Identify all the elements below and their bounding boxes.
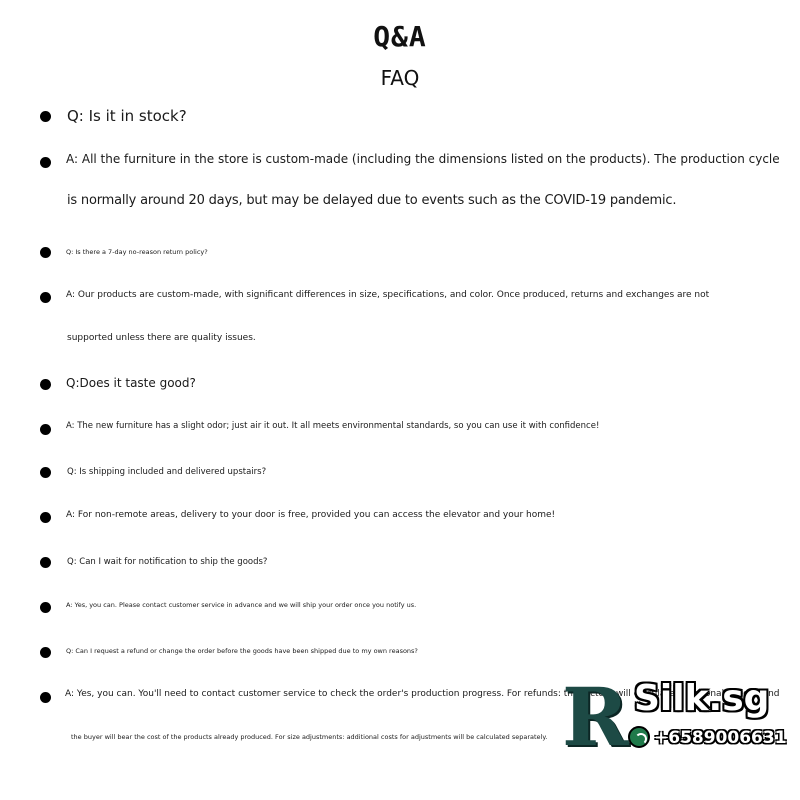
brand-watermark	[562, 670, 787, 764]
bullet-icon	[40, 111, 51, 122]
bullet-icon	[40, 157, 51, 168]
bullet-icon	[40, 467, 51, 478]
faq-answer: A: Our products are custom-made, with significant differences in size, specifications, and color. Once produced, returns and exchanges are not	[66, 290, 710, 300]
faq-question: Q:Does it taste good?	[66, 376, 196, 390]
whatsapp-icon	[628, 726, 650, 748]
bullet-icon	[40, 512, 51, 523]
faq-answer: A: For non-remote areas, delivery to your door is free, provided you can access the elevator and your home!	[66, 510, 556, 520]
bullet-icon	[40, 424, 51, 435]
bullet-icon	[40, 692, 51, 703]
bullet-icon	[40, 292, 51, 303]
logo-phone: +6589006631	[654, 728, 787, 748]
faq-answer: A: Yes, you can. Please contact customer service in advance and we will ship your order once you notify us.	[66, 601, 417, 609]
logo-mark: R	[562, 670, 629, 764]
bullet-icon	[40, 557, 51, 568]
page-subtitle: FAQ	[380, 66, 420, 90]
faq-answer-cont: the buyer will bear the cost of the products already produced. For size adjustments: additional costs for adjustments will be calculated separately.	[71, 733, 548, 741]
bullet-icon	[40, 247, 51, 258]
faq-answer: A: All the furniture in the store is custom-made (including the dimensions listed on the products). The production cycle	[66, 152, 780, 166]
bullet-icon	[40, 602, 51, 613]
faq-question: Q: Can I wait for notification to ship the goods?	[67, 557, 268, 567]
faq-answer-cont: is normally around 20 days, but may be delayed due to events such as the COVID-19 pandemic.	[67, 193, 677, 208]
page-title: Q&A	[373, 20, 427, 53]
bullet-icon	[40, 647, 51, 658]
faq-question: Q: Can I request a refund or change the order before the goods have been shipped due to my own reasons?	[66, 647, 418, 655]
faq-answer: A: Yes, you can. You'll need to contact customer service to check the order's production progress. For refunds: the factory will calculate a reasonable cost, and	[65, 689, 780, 699]
faq-question: Q: Is there a 7-day no-reason return policy?	[66, 248, 208, 256]
faq-question: Q: Is shipping included and delivered upstairs?	[67, 467, 267, 477]
logo-brand-name: Silk.sg	[634, 678, 770, 719]
faq-answer-cont: supported unless there are quality issues.	[67, 333, 256, 343]
bullet-icon	[40, 379, 51, 390]
faq-answer: A: The new furniture has a slight odor; just air it out. It all meets environmental standards, so you can use it with confidence!	[66, 421, 600, 431]
faq-question: Q: Is it in stock?	[67, 107, 187, 125]
